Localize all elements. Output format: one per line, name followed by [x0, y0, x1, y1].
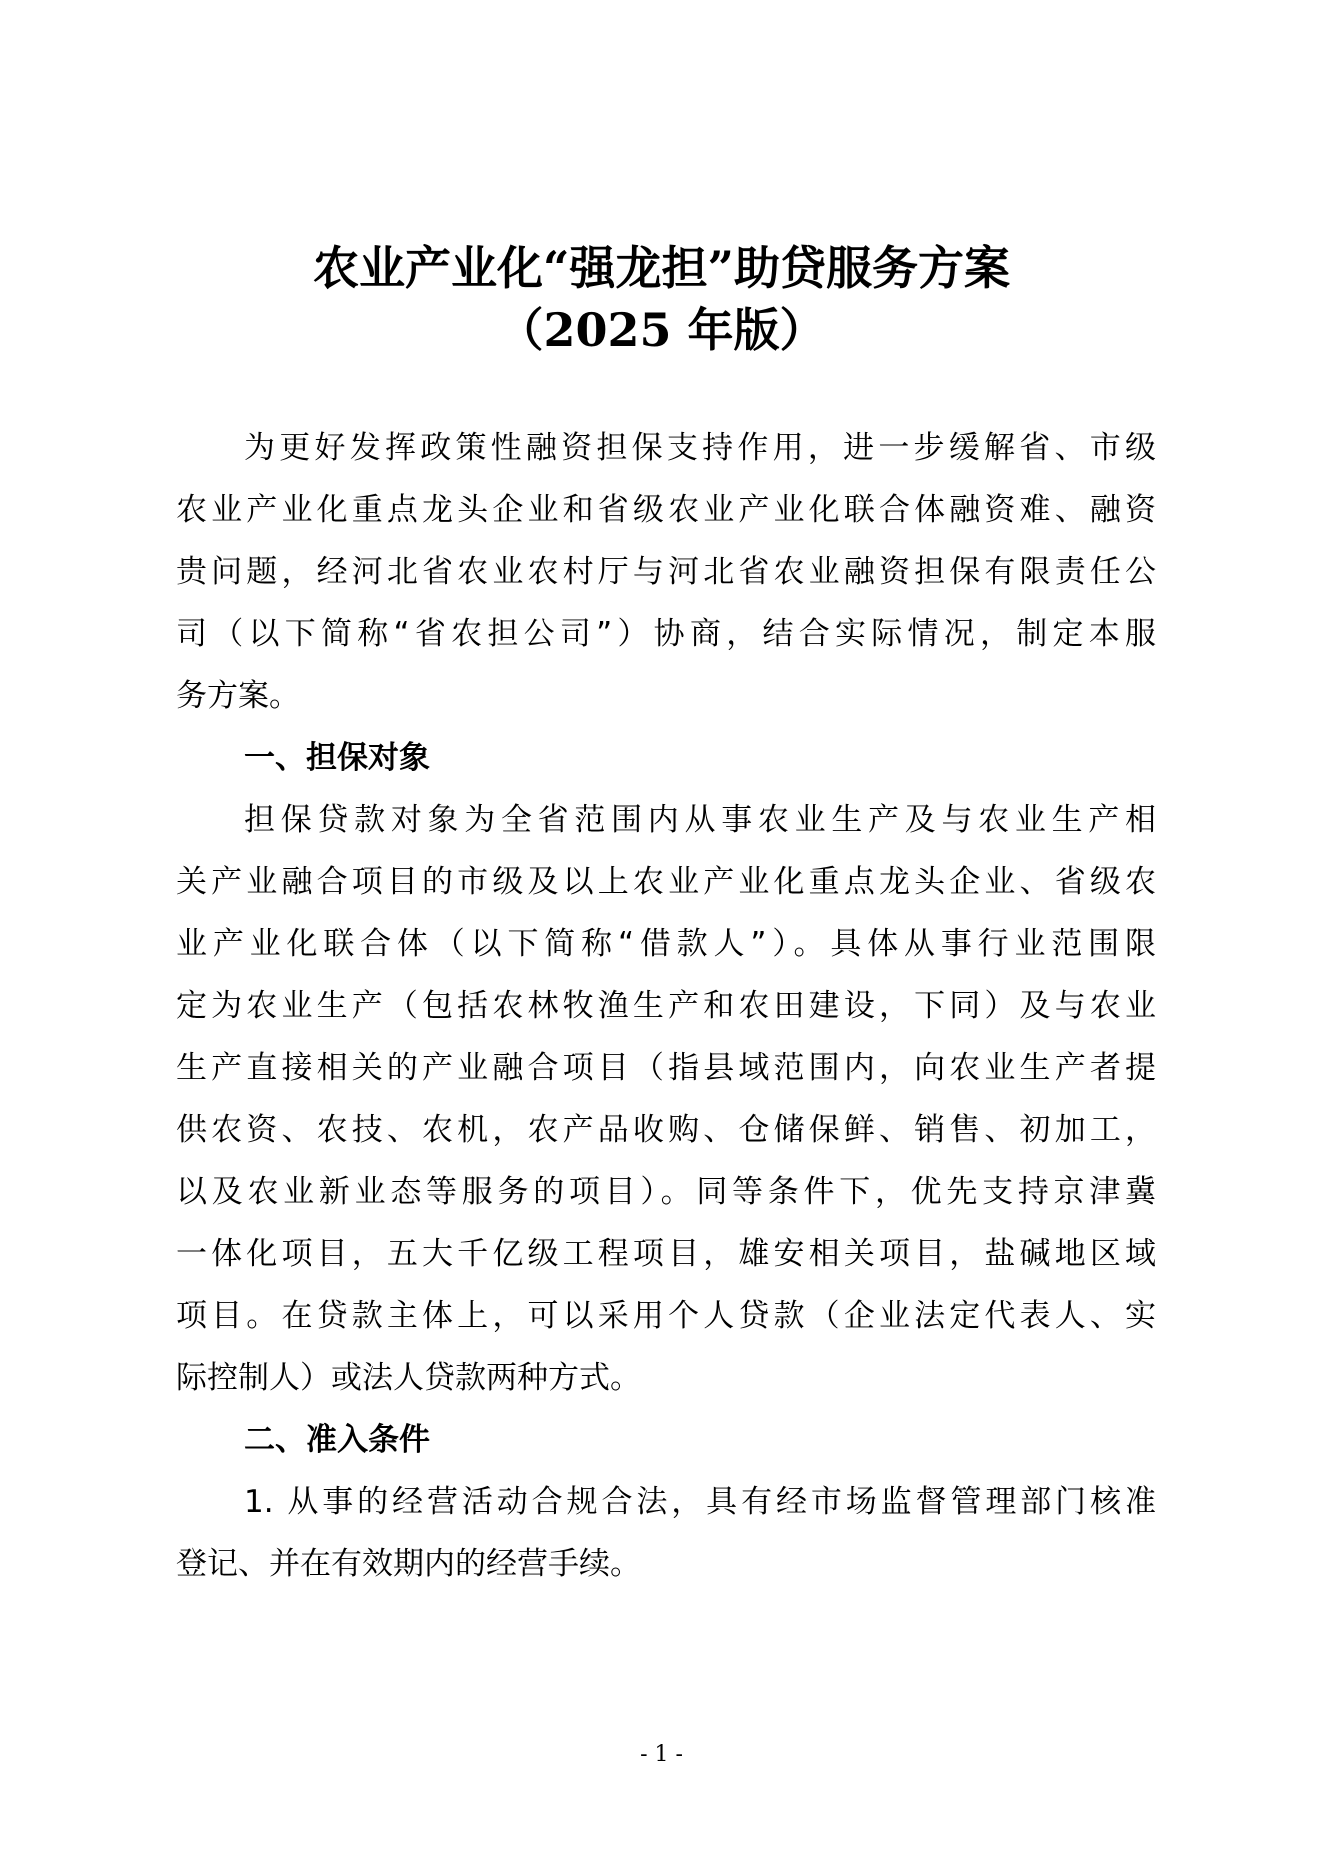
paragraph-line: 定为农业生产（包括农林牧渔生产和农田建设，下同）及与农业 [176, 988, 1156, 1024]
paragraph-line: 业产业化联合体（以下简称“借款人”）。具体从事行业范围限 [176, 926, 1156, 962]
paragraph-line: 1. 从事的经营活动合规合法，具有经市场监督管理部门核准 [244, 1484, 1156, 1520]
paragraph-line: 生产直接相关的产业融合项目（指县域范围内，向农业生产者提 [176, 1050, 1156, 1086]
paragraph-line: 担保贷款对象为全省范围内从事农业生产及与农业生产相 [244, 802, 1156, 838]
section1-paragraph [176, 789, 1156, 1595]
intro-paragraph [176, 417, 1156, 789]
paragraph-line: 登记、并在有效期内的经营手续。 [176, 1546, 641, 1582]
paragraph-line: 供农资、农技、农机，农产品收购、仓储保鲜、销售、初加工， [176, 1112, 1156, 1148]
paragraph-line: 为更好发挥政策性融资担保支持作用，进一步缓解省、市级 [244, 430, 1156, 466]
paragraph-line: 务方案。 [176, 678, 300, 714]
paragraph-line: 项目。在贷款主体上，可以采用个人贷款（企业法定代表人、实 [176, 1298, 1156, 1334]
paragraph-line: 一体化项目，五大千亿级工程项目，雄安相关项目，盐碱地区域 [176, 1236, 1156, 1272]
section-heading: 一、担保对象 [244, 740, 430, 776]
document-subtitle: （2025 年版） [497, 303, 826, 357]
document-title: 农业产业化“强龙担”助贷服务方案 [313, 241, 1010, 295]
page-number: - 1 - [640, 1742, 683, 1767]
paragraph-line: 司（以下简称“省农担公司”）协商，结合实际情况，制定本服 [176, 616, 1156, 652]
section-heading: 二、准入条件 [244, 1422, 430, 1458]
paragraph-line: 关产业融合项目的市级及以上农业产业化重点龙头企业、省级农 [176, 864, 1156, 900]
paragraph-line: 际控制人）或法人贷款两种方式。 [176, 1360, 641, 1396]
paragraph-line: 以及农业新业态等服务的项目）。同等条件下，优先支持京津冀 [176, 1174, 1156, 1210]
paragraph-line: 贵问题，经河北省农业农村厅与河北省农业融资担保有限责任公 [176, 554, 1156, 590]
paragraph-line: 农业产业化重点龙头企业和省级农业产业化联合体融资难、融资 [176, 492, 1156, 528]
